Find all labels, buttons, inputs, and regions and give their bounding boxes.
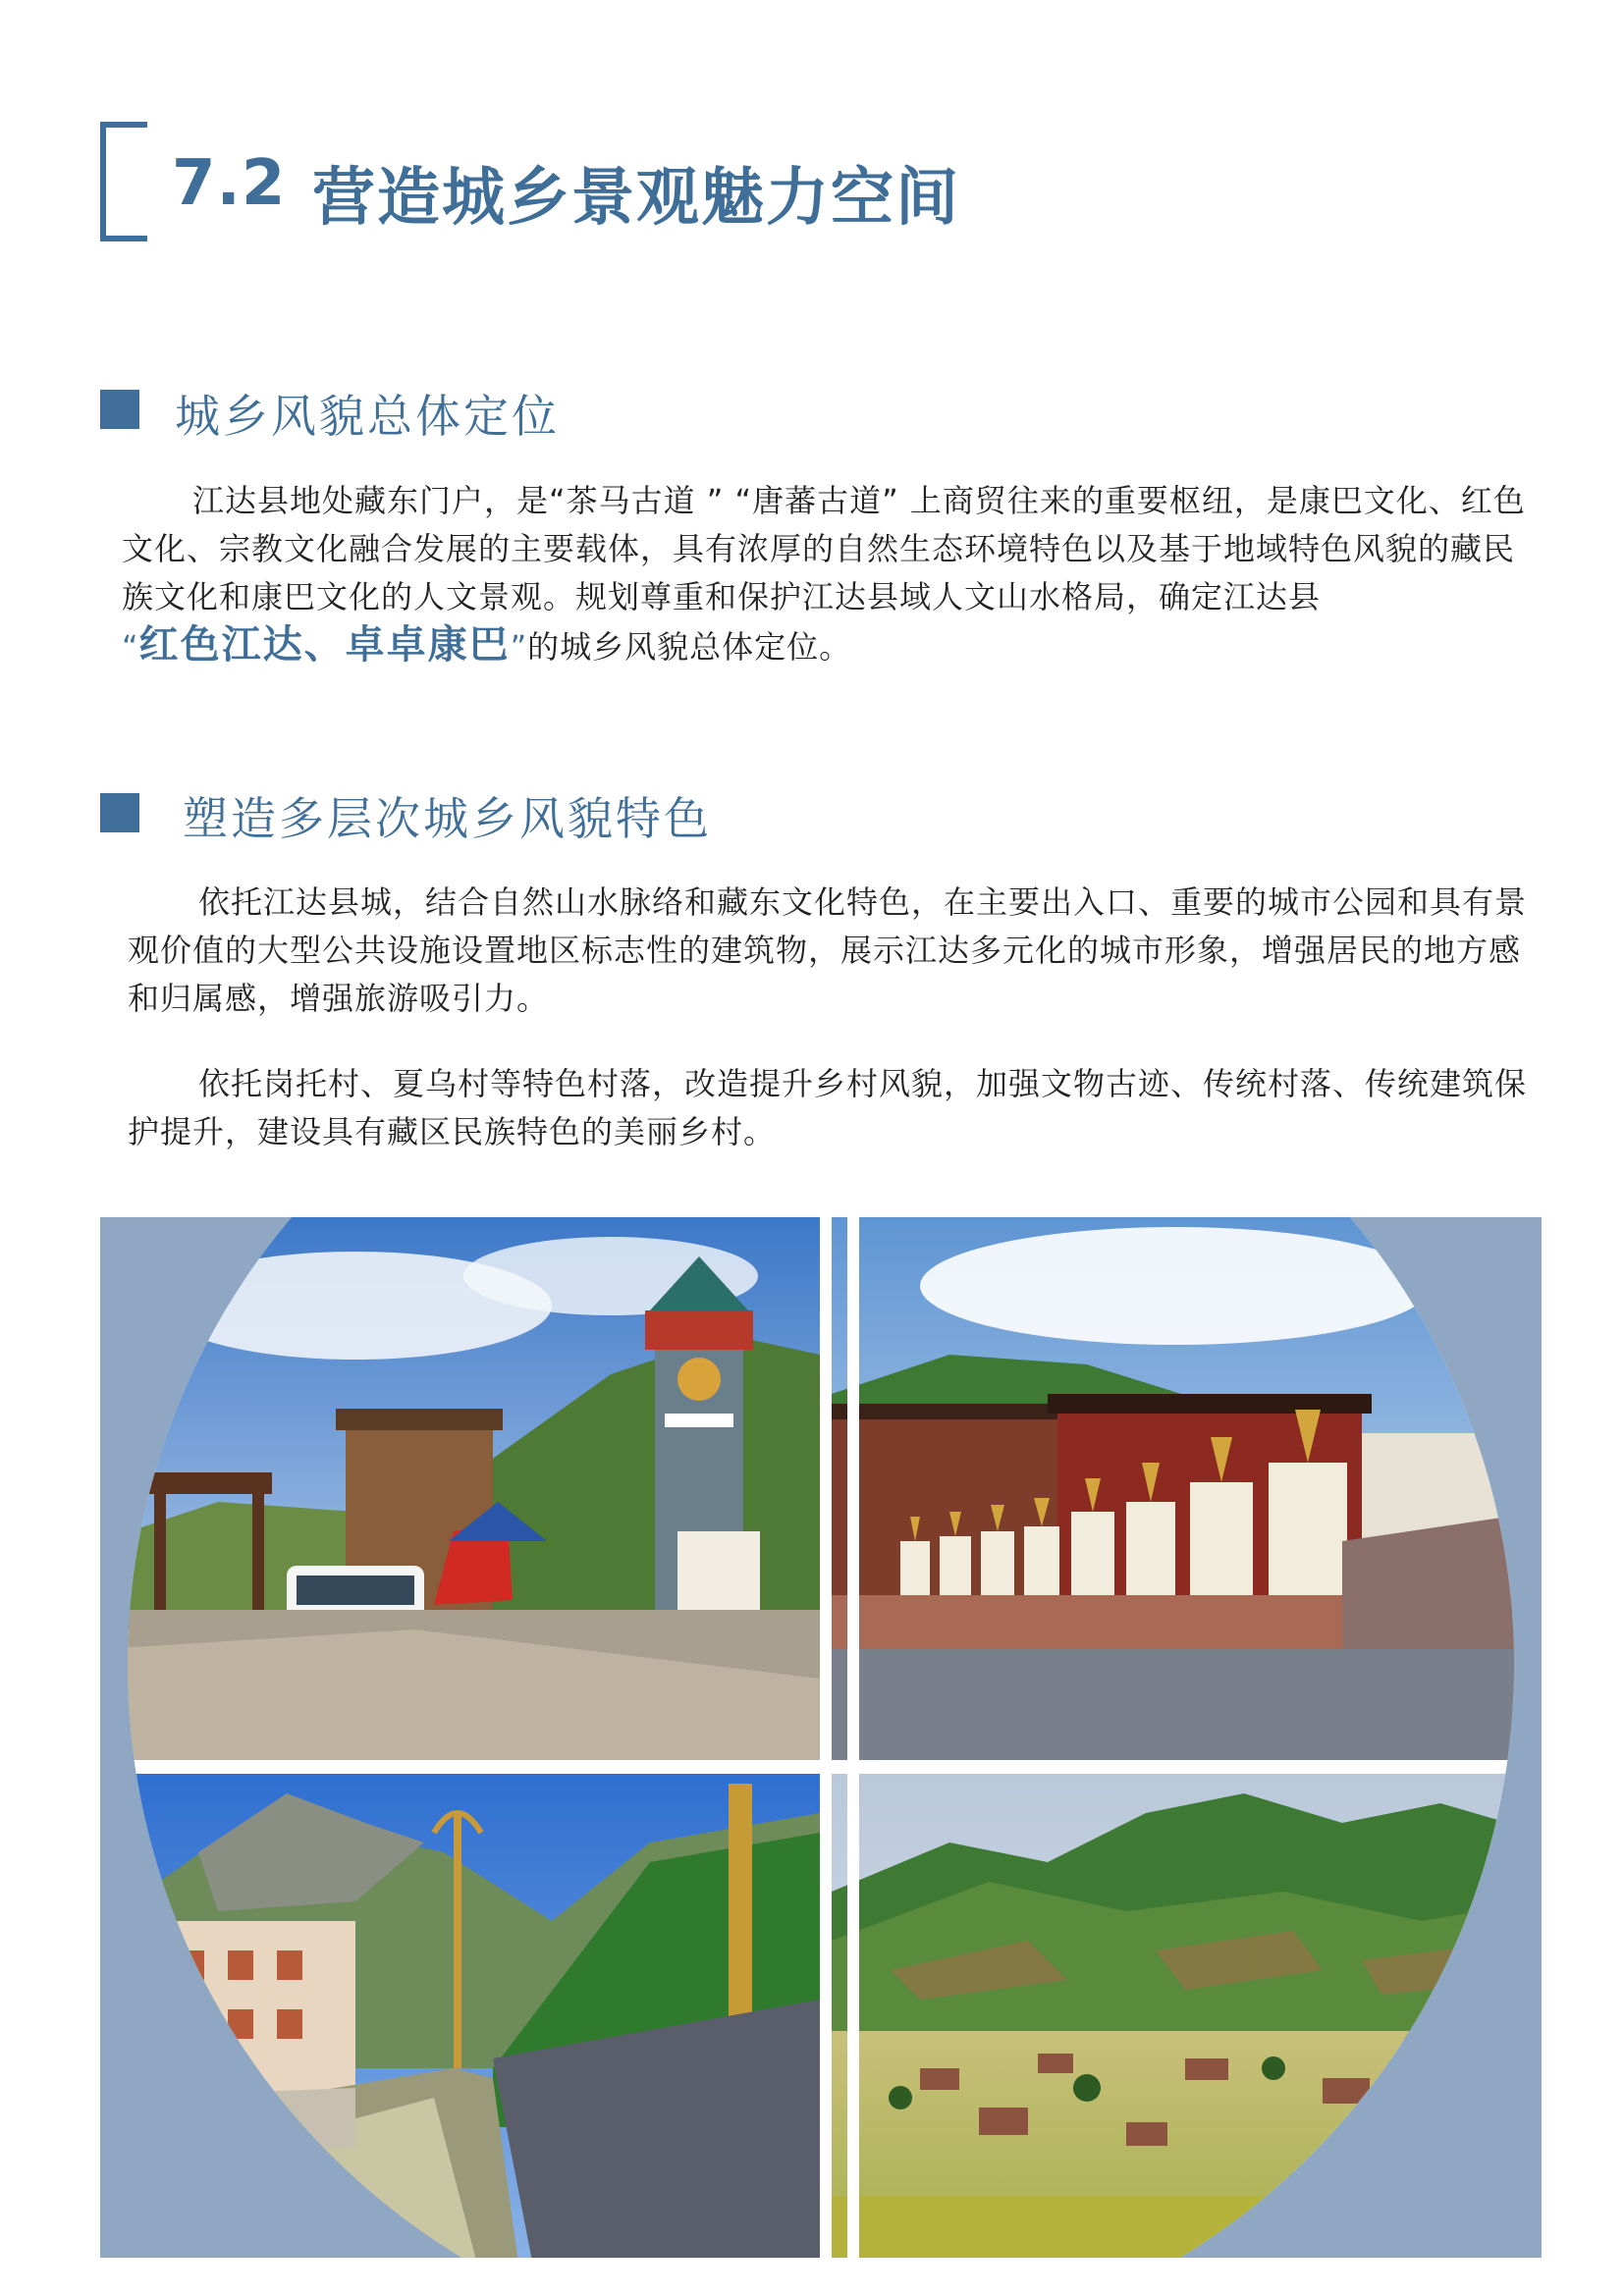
section2-paragraph-2: 依托岗托村、夏乌村等特色村落，改造提升乡村风貌，加强文物古迹、传统村落、传统建筑保护提升，建设具有藏区民族特色的美丽乡村。 [128, 1065, 1528, 1150]
photo-divider-horizontal [128, 1760, 1514, 1774]
quote-close: ” [510, 628, 528, 666]
section2-paragraph-1: 依托江达县城，结合自然山水脉络和藏东文化特色，在主要出入口、重要的城市公园和具有景观价值的大型公共设施设置地区标志性的建筑物，展示江达多元化的城市形象，增强居民的地方感和归属感，增强旅游吸引力。 [128, 883, 1528, 1017]
section-title-2: 塑造多层次城乡风貌特色 [183, 792, 712, 845]
bracket-gap-bottom [147, 236, 226, 241]
photo-river-town [128, 1774, 820, 2258]
section1-text-part2: 的城乡风貌总体定位。 [527, 628, 852, 666]
photo-divider-vertical [847, 1217, 859, 2258]
photo-stupas-temple [832, 1217, 1514, 1760]
quote-open: “ [122, 628, 139, 666]
section-title-1: 城乡风貌总体定位 [175, 390, 560, 443]
section1-text-part1: 江达县地处藏东门户，是“茶马古道 ” “唐蕃古道” 上商贸往来的重要枢纽，是康巴文化、红色文化、宗教文化融合发展的主要载体，具有浓厚的自然生态环境特色以及基于地域特色风貌的藏民族文化和康巴文化的人文景观。规划尊重和保护江达县域人文山水格局，确定江达县 [122, 482, 1526, 615]
chapter-number: 7.2 [172, 147, 287, 220]
gallery-circle-mask [128, 1217, 1514, 2258]
chapter-title: 营造城乡景观魅力空间 [312, 162, 960, 235]
photo-valley-village [832, 1774, 1514, 2258]
section-marker-2 [100, 793, 139, 832]
bracket-gap-top [147, 122, 226, 128]
photo-town-gate [128, 1217, 820, 1760]
section-marker-1 [100, 390, 139, 429]
section1-paragraph [122, 477, 1526, 671]
photo-gallery [100, 1217, 1542, 2258]
positioning-highlight: 红色江达、卓卓康巴 [138, 622, 511, 667]
